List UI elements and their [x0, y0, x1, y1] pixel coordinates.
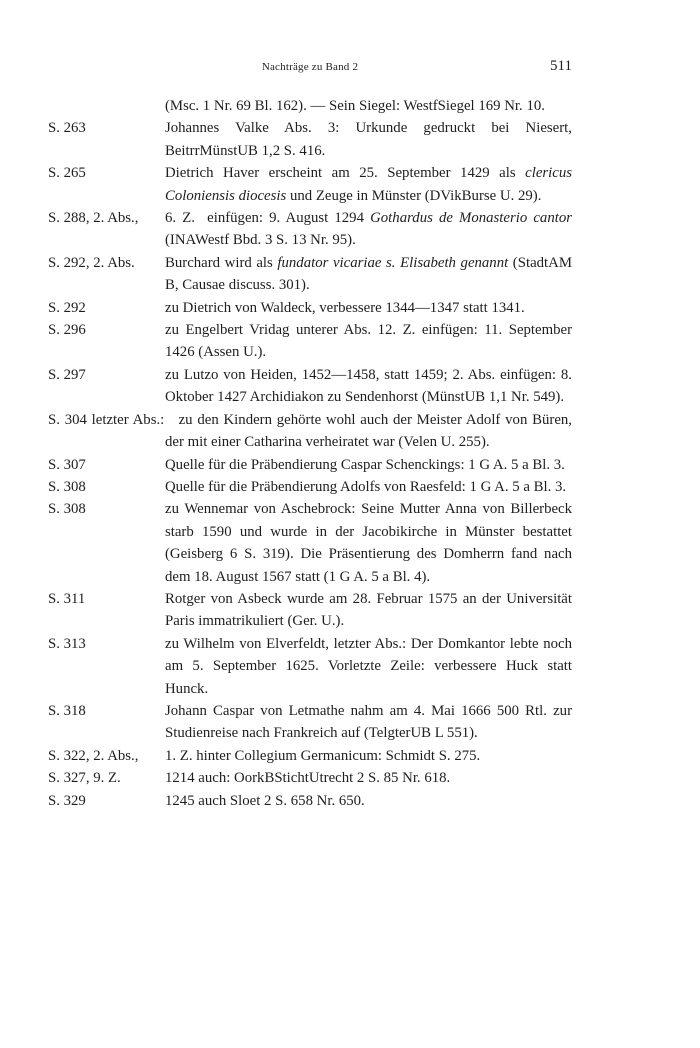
- entry-text: zu Engelbert Vridag unterer Abs. 12. Z. einfügen: 11. September 1426 (Assen U.).: [165, 322, 572, 361]
- entry-text: [165, 252, 572, 297]
- entry-text: Johann Caspar von Letmathe nahm am 4. Mai 1666 500 Rtl. zur Studienreise nach Frankreich auf (TelgterUB L 551).: [165, 702, 572, 742]
- running-title: Nachträge zu Band 2: [261, 61, 359, 73]
- list-item: [48, 95, 572, 117]
- entry-reference: S. 318: [48, 702, 86, 719]
- entry-text: Quelle für die Präbendierung Caspar Schenckings: 1 G A. 5 a Bl. 3.: [165, 456, 565, 473]
- list-item: [48, 454, 572, 476]
- entry-text-rich: Burchard wird als fundator vicariae s. Elisabeth genannt (StadtAM B, Causae discuss. 301).: [165, 254, 572, 294]
- list-item: [48, 297, 572, 319]
- entry-text-rich: Dietrich Haver erscheint am 25. September 1429 als clericus Coloniensis diocesis und Zeuge in Münster (DVikBurse U. 29).: [165, 165, 572, 204]
- page-header: [48, 58, 572, 78]
- list-item: [48, 409, 572, 454]
- entry-text: zu Lutzo von Heiden, 1452—1458, statt 1459; 2. Abs. einfügen: 8. Oktober 1427 Archidiakon zu Sendenhorst (MünstUB 1,1 Nr. 549).: [165, 366, 572, 406]
- list-item: [48, 207, 572, 252]
- entry-reference: S. 322, 2. Abs.,: [48, 747, 139, 764]
- entry-reference: S. 265: [48, 165, 86, 182]
- list-item: [48, 117, 572, 162]
- page-number: 511: [550, 58, 572, 74]
- entry-reference: S. 307: [48, 456, 86, 473]
- list-item: [48, 790, 572, 812]
- entry-text: Rotger von Asbeck wurde am 28. Februar 1575 an der Universität Paris immatrikuliert (Ger. U.).: [165, 590, 572, 630]
- entry-reference: S. 292, 2. Abs.: [48, 254, 135, 271]
- list-item: [48, 319, 572, 364]
- entry-text: zu Wennemar von Aschebrock: Seine Mutter Anna von Billerbeck starb 1590 und wurde in der Jacobikirche in Münster bestattet (Geisberg 6 S. 319). Die Präsentierung des Domherrn fand nach dem 18. August 1567 statt (1 G A. 5 a Bl. 4).: [165, 501, 572, 585]
- entry-reference: S. 329: [48, 792, 86, 809]
- list-item: [48, 700, 572, 745]
- entry-text: [165, 207, 572, 252]
- list-item: [48, 476, 572, 498]
- entry-text: zu den Kindern gehörte wohl auch der Meister Adolf von Büren, der mit einer Catharina verheiratet war (Velen U. 255).: [165, 411, 572, 451]
- entry-text: [165, 162, 572, 207]
- list-item: [48, 364, 572, 409]
- entry-text: Quelle für die Präbendierung Adolfs von Raesfeld: 1 G A. 5 a Bl. 3.: [165, 478, 567, 495]
- entry-reference: S. 288, 2. Abs.,: [48, 210, 139, 227]
- entry-reference: S. 308: [48, 501, 86, 518]
- entry-text: 1245 auch Sloet 2 S. 658 Nr. 650.: [165, 792, 365, 809]
- entry-reference: S. 263: [48, 120, 86, 137]
- entry-text: zu Dietrich von Waldeck, verbessere 1344—1347 statt 1341.: [165, 299, 525, 316]
- entry-reference: S. 313: [48, 635, 86, 652]
- list-item: [48, 767, 572, 789]
- list-item: [48, 588, 572, 633]
- list-item: [48, 745, 572, 767]
- entry-text: zu Wilhelm von Elverfeldt, letzter Abs.: Der Domkantor lebte noch am 5. September 1625. Vorletzte Zeile: verbessere Huck statt Hunck.: [165, 635, 572, 697]
- entry-reference: S. 327, 9. Z.: [48, 770, 121, 787]
- list-item: [48, 498, 572, 588]
- entry-text: 1214 auch: OorkBStichtUtrecht 2 S. 85 Nr. 618.: [165, 770, 451, 787]
- list-item: [48, 633, 572, 700]
- addenda-list: [48, 95, 572, 812]
- entry-text-rich: 6. Z. einfügen: 9. August 1294 Gothardus de Monasterio cantor (INAWestf Bbd. 3 S. 13 Nr. 95).: [165, 210, 572, 249]
- entry-text: (Msc. 1 Nr. 69 Bl. 162). — Sein Siegel: WestfSiegel 169 Nr. 10.: [165, 98, 545, 114]
- list-item: [48, 252, 572, 297]
- entry-reference: S. 292: [48, 299, 86, 316]
- entry-reference: S. 296: [48, 322, 86, 339]
- entry-text: Johannes Valke Abs. 3: Urkunde gedruckt bei Niesert, BeitrrMünstUB 1,2 S. 416.: [165, 120, 572, 159]
- entry-reference: S. 308: [48, 478, 86, 495]
- list-item: [48, 162, 572, 207]
- entry-reference: S. 311: [48, 590, 86, 607]
- entry-reference: S. 297: [48, 366, 86, 383]
- entry-text: 1. Z. hinter Collegium Germanicum: Schmidt S. 275.: [165, 747, 481, 764]
- entry-reference: S. 304 letzter Abs.:: [48, 411, 165, 428]
